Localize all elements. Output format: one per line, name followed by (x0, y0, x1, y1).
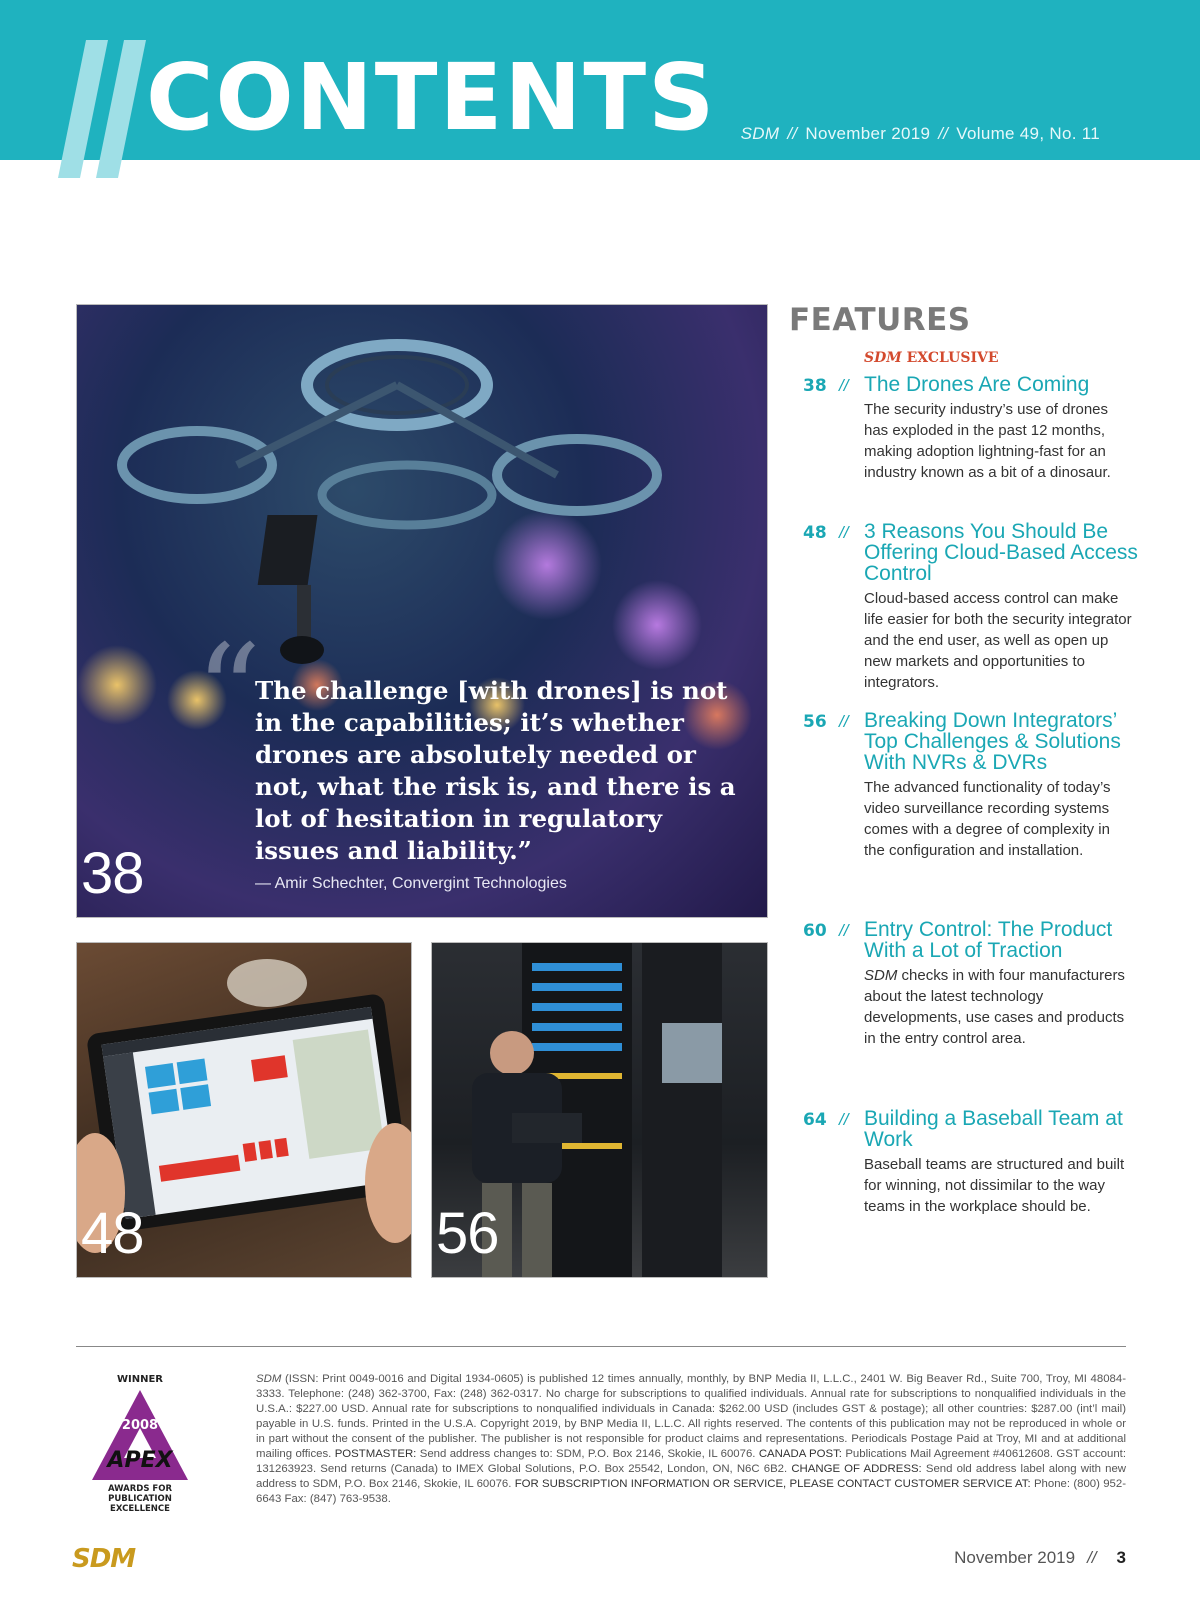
feature-title[interactable]: Building a Baseball Team at Work (864, 1107, 1123, 1151)
apex-award-badge (80, 1374, 200, 1514)
award-winner-label: WINNER (116, 1374, 164, 1385)
feature-page-number: 56 (803, 712, 827, 732)
separator: // (839, 921, 849, 940)
image-page-number: 38 (81, 841, 144, 906)
magazine-name: SDM (740, 124, 780, 143)
legal-text: Send address changes to: SDM, P.O. Box 2146, Skokie, IL 60076. (416, 1448, 759, 1460)
drone-photo[interactable] (76, 304, 768, 918)
separator: // (1087, 1548, 1097, 1567)
feature-description: Cloud-based access control can make life easier for both the security integrator and the end user, as well as open up new markets and opportunities to integrators. (864, 590, 1132, 691)
separator: // (839, 376, 849, 395)
exclusive-tag (864, 350, 999, 366)
image-page-number: 56 (436, 1201, 499, 1266)
legal-label: POSTMASTER: (334, 1448, 417, 1460)
feature-item[interactable] (803, 919, 1143, 1049)
legal-text: (ISSN: Print 0049-0016 and Digital 1934-0605) is published 12 times annually, monthly, by BNP Media II, L.L.C., 2401 W. Big Beaver Rd., Suite 700, Troy, MI 48084-3333. Telephone: (248) 362-3700, Fax: (248) 362-0317. No charge for subscriptions to qualified individuals. Annual rate for subscriptions to nonqualified individuals in the U.S.A.: $227.00 USD. Annual rate for subscriptions to nonqualified individuals in Canada: $262.00 USD (includes GST & postage); all other countries: $287.00 (int’l mail) payable in U.S. funds. Printed in the U.S.A. Copyright 2019, by BNP Media II, L.L.C. All rights reserved. The contents of this publication may not be reproduced in whole or in part without the consent of the publisher. The publisher is not responsible for product claims and representations. Periodicals Postage Paid at Troy, MI and at additional mailing offices. (256, 1373, 1126, 1460)
feature-description: Baseball teams are structured and built for winning, not dissimilar to the way teams in the workplace should be. (864, 1156, 1125, 1215)
feature-description (864, 965, 1134, 1049)
separator: // (787, 124, 798, 143)
header-banner (0, 0, 1200, 160)
legal-text: Phone: (800) 952-6643 Fax: (847) 763-9538. (256, 1478, 1126, 1505)
separator: // (839, 712, 849, 731)
award-subtitle-line: AWARDS FOR (107, 1484, 173, 1494)
quote-attribution: — Amir Schechter, Convergint Technologies (255, 875, 567, 892)
legal-text: Publications Mail Agreement #40612608. GST account: 131263923. Send returns (Canada) to IMEX Global Solutions, P.O. Box 25542, London, ON, N6C 6B2. (256, 1448, 1126, 1475)
divider (76, 1346, 1126, 1347)
image-page-number: 48 (81, 1201, 144, 1266)
legal-magazine: SDM (256, 1373, 282, 1385)
separator: // (938, 124, 949, 143)
issue-line (741, 124, 1100, 144)
feature-item[interactable] (803, 521, 1143, 693)
feature-page-number: 48 (803, 523, 827, 543)
quote-mark-icon: “ (195, 616, 262, 768)
legal-label: CANADA POST: (758, 1448, 842, 1460)
footer-date: November 2019 (954, 1548, 1076, 1567)
feature-page-number: 38 (803, 376, 827, 396)
feature-item[interactable] (803, 374, 1143, 483)
legal-label: FOR SUBSCRIPTION INFORMATION OR SERVICE, PLEASE CONTACT CUSTOMER SERVICE AT: (514, 1478, 1031, 1490)
server-rack-photo[interactable] (431, 942, 768, 1278)
award-year: 2008 (121, 1418, 159, 1433)
features-heading: FEATURES (789, 302, 971, 338)
feature-page-number: 60 (803, 921, 827, 941)
tablet-photo[interactable] (76, 942, 412, 1278)
feature-description: The advanced functionality of today’s video surveillance recording systems comes with a degree of complexity in the configuration and installation. (864, 779, 1111, 859)
legal-notice (256, 1372, 1126, 1507)
double-slash-icon (58, 40, 158, 180)
pull-quote: The challenge [with drones] is not in the capabilities; it’s whether drones are absolutely needed or not, what the risk is, and there is a lot of hesitation in regulatory issues and liability.” (255, 676, 736, 865)
issue-date: November 2019 (805, 124, 931, 143)
description-text: checks in with four manufacturers about the latest technology developments, use cases and products in the entry control area. (864, 967, 1125, 1047)
separator: // (839, 1110, 849, 1129)
exclusive-word: EXCLUSIVE (901, 350, 999, 366)
feature-title[interactable]: 3 Reasons You Should Be Offering Cloud-Based Access Control (864, 520, 1138, 585)
award-subtitle (80, 1484, 200, 1514)
feature-title[interactable]: Entry Control: The Product With a Lot of Traction (864, 918, 1113, 962)
page-title: CONTENTS (146, 44, 717, 151)
legal-text: Send old address label along with new address to SDM, P.O. Box 2146, Skokie, IL 60076. (256, 1463, 1126, 1490)
feature-item[interactable] (803, 1108, 1143, 1217)
footer-issue (954, 1548, 1126, 1568)
feature-item[interactable] (803, 710, 1143, 861)
feature-page-number: 64 (803, 1110, 827, 1130)
page-number: 3 (1116, 1548, 1126, 1567)
separator: // (839, 523, 849, 542)
sdm-logo: SDM (72, 1544, 136, 1574)
award-name: APEX (107, 1448, 173, 1473)
feature-title[interactable]: The Drones Are Coming (864, 373, 1090, 396)
issue-volume: Volume 49, No. 11 (956, 124, 1100, 143)
award-subtitle-line: PUBLICATION EXCELLENCE (108, 1494, 172, 1514)
feature-description: The security industry’s use of drones has exploded in the past 12 months, making adoption lightning-fast for an industry known as a bit of a dinosaur. (864, 401, 1111, 481)
exclusive-magazine: SDM (864, 350, 902, 366)
legal-label: CHANGE OF ADDRESS: (791, 1463, 922, 1475)
feature-title[interactable]: Breaking Down Integrators’ Top Challenges & Solutions With NVRs & DVRs (864, 709, 1121, 774)
description-magazine: SDM (864, 967, 898, 984)
